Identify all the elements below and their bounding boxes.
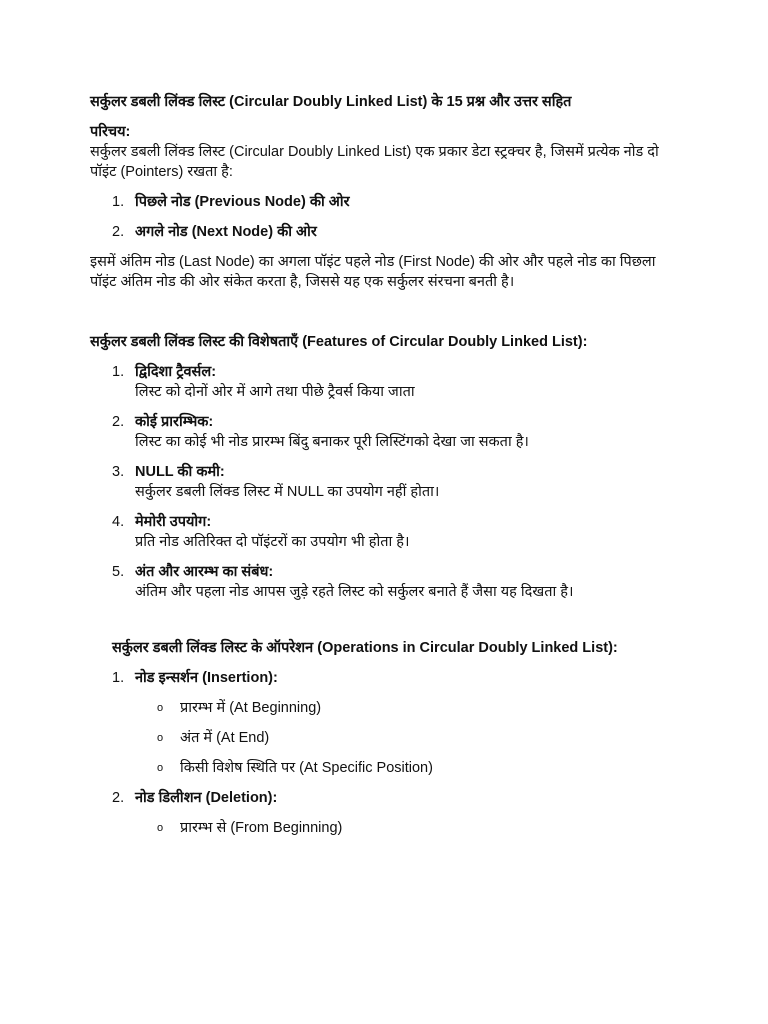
list-number: 3. bbox=[112, 464, 125, 480]
sub-item-text: प्रारम्भ से (From Beginning) bbox=[180, 820, 343, 836]
intro-closing: इसमें अंतिम नोड (Last Node) का अगला पॉइंट पहले नोड (First Node) की ओर और पहले नोड का पिछला पॉइंट अंतिम नोड की ओर संकेत करता है, जिससे यह एक सर्कुलर संरचना बनती है। bbox=[90, 254, 656, 290]
sub-list-item bbox=[135, 818, 680, 838]
document-title: सर्कुलर डबली लिंक्ड लिस्ट (Circular Doubly Linked List) के 15 प्रश्न और उत्तर सहित bbox=[90, 94, 572, 110]
sub-item-text: प्रारम्भ में (At Beginning) bbox=[180, 700, 322, 716]
sub-item-text: किसी विशेष स्थिति पर (At Specific Position) bbox=[180, 760, 433, 776]
intro-body: सर्कुलर डबली लिंक्ड लिस्ट (Circular Doubly Linked List) एक प्रकार डेटा स्ट्रक्चर है, जिसमें प्रत्येक नोड दो पॉइंट (Pointers) रखता है: bbox=[90, 144, 659, 180]
bullet-icon: o bbox=[157, 762, 164, 774]
feature-title: मेमोरी उपयोग: bbox=[135, 514, 212, 530]
list-number: 1. bbox=[112, 364, 125, 380]
pointer-list bbox=[90, 192, 680, 242]
feature-item bbox=[90, 412, 680, 452]
feature-item bbox=[90, 512, 680, 552]
list-item-text: पिछले नोड (Previous Node) की ओर bbox=[135, 194, 350, 210]
sub-list-item bbox=[135, 758, 680, 778]
operation-item bbox=[90, 788, 680, 838]
feature-title: NULL की कमी: bbox=[135, 464, 225, 480]
list-number: 4. bbox=[112, 514, 125, 530]
bullet-icon: o bbox=[157, 732, 164, 744]
features-heading: सर्कुलर डबली लिंक्ड लिस्ट की विशेषताएँ (Features of Circular Doubly Linked List): bbox=[90, 334, 588, 350]
document-page bbox=[90, 92, 680, 848]
bullet-icon: o bbox=[157, 822, 164, 834]
sub-item-text: अंत में (At End) bbox=[180, 730, 270, 746]
operation-item bbox=[90, 668, 680, 778]
sub-list-item bbox=[135, 728, 680, 748]
feature-desc: लिस्ट का कोई भी नोड प्रारम्भ बिंदु बनाकर पूरी लिस्टिंगको देखा जा सकता है। bbox=[135, 434, 529, 450]
feature-item bbox=[90, 362, 680, 402]
list-number: 5. bbox=[112, 564, 125, 580]
operations-list bbox=[90, 668, 680, 838]
bullet-icon: o bbox=[157, 702, 164, 714]
sub-list-item bbox=[135, 698, 680, 718]
list-number: 1. bbox=[112, 194, 125, 210]
intro-heading: परिचय: bbox=[90, 124, 131, 140]
feature-desc: लिस्ट को दोनों ओर में आगे तथा पीछे ट्रैवर्स किया जाता bbox=[135, 384, 415, 400]
list-number: 2. bbox=[112, 790, 125, 806]
list-item bbox=[90, 192, 680, 212]
feature-title: कोई प्रारम्भिक: bbox=[135, 414, 214, 430]
feature-desc: अंतिम और पहला नोड आपस जुड़े रहते लिस्ट को सर्कुलर बनाते हैं जैसा यह दिखता है। bbox=[135, 584, 574, 600]
operation-sub-list bbox=[135, 698, 680, 778]
list-number: 1. bbox=[112, 670, 125, 686]
list-number: 2. bbox=[112, 224, 125, 240]
operations-heading: सर्कुलर डबली लिंक्ड लिस्ट के ऑपरेशन (Operations in Circular Doubly Linked List): bbox=[112, 640, 618, 656]
operation-title: नोड इन्सर्शन (Insertion): bbox=[135, 670, 278, 686]
list-item-text: अगले नोड (Next Node) की ओर bbox=[135, 224, 317, 240]
operation-title: नोड डिलीशन (Deletion): bbox=[135, 790, 278, 806]
list-item bbox=[90, 222, 680, 242]
features-list bbox=[90, 362, 680, 602]
list-number: 2. bbox=[112, 414, 125, 430]
feature-desc: प्रति नोड अतिरिक्त दो पॉइंटरों का उपयोग भी होता है। bbox=[135, 534, 410, 550]
feature-item bbox=[90, 562, 680, 602]
feature-desc: सर्कुलर डबली लिंक्ड लिस्ट में NULL का उपयोग नहीं होता। bbox=[135, 484, 440, 500]
feature-title: द्विदिशा ट्रैवर्सल: bbox=[135, 364, 217, 380]
feature-title: अंत और आरम्भ का संबंध: bbox=[135, 564, 274, 580]
feature-item bbox=[90, 462, 680, 502]
operation-sub-list bbox=[135, 818, 680, 838]
